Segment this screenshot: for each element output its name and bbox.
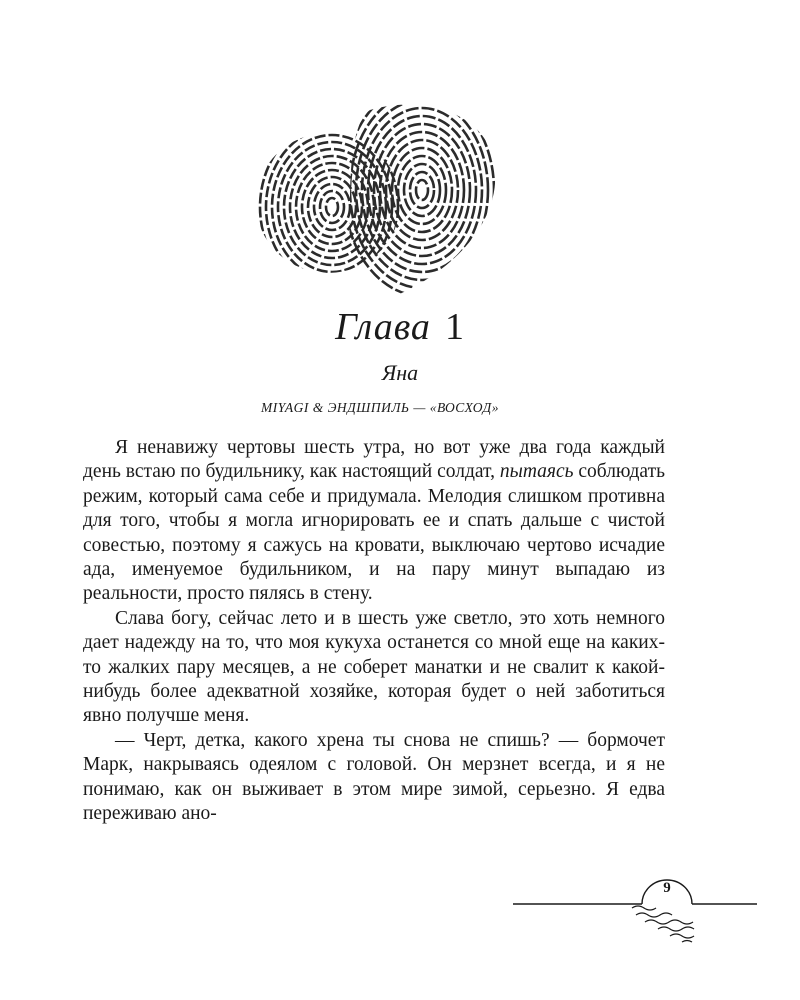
chapter-character-name: Яна: [381, 360, 419, 385]
fingerprint-heart-illustration: [250, 95, 500, 305]
chapter-number: 1: [444, 306, 465, 348]
page-number-ornament: [510, 870, 760, 950]
page-number: 9: [663, 880, 671, 896]
emphasized-word: пытаясь: [499, 461, 574, 483]
chapter-title: Глава: [335, 306, 431, 348]
chapter-heading: [0, 305, 800, 349]
paragraph-3: — Черт, детка, какого хрена ты снова не спишь? — бормочет Марк, накрываясь одеялом с головой. Он мерзнет всегда, и я не понимаю, как он выживает в этом мире зимой, серьезно. Я едва переживаю ано-: [83, 729, 665, 825]
body-text: [83, 436, 665, 827]
paragraph-1: Я ненавижу чертовы шесть утра, но вот уже два года каждый день встаю по будильнику, как настоящий солдат, пытаясь соблюдать режим, который сама себе и придумала. Мелодия слишком противна для того, чтобы я могла игнорировать ее и спать дальше с чистой совестью, поэтому я сажусь на кровати, выключаю чертово исчадие ада, именуемое будильником, и на пару минут выпадаю из реальности, просто пялясь в стену.: [83, 437, 666, 605]
chapter-epigraph: MIYAGI & ЭНДШПИЛЬ — «ВОСХОД»: [261, 400, 499, 415]
paragraph-2: Слава богу, сейчас лето и в шесть уже светло, это хоть немного дает надежду на то, что моя кукуха останется со мной еще на каких-то жалких пару месяцев, а не соберет манатки и не свалит к какой-нибудь более адекватной хозяйке, которая будет о ней заботиться явно получше меня.: [83, 607, 665, 727]
